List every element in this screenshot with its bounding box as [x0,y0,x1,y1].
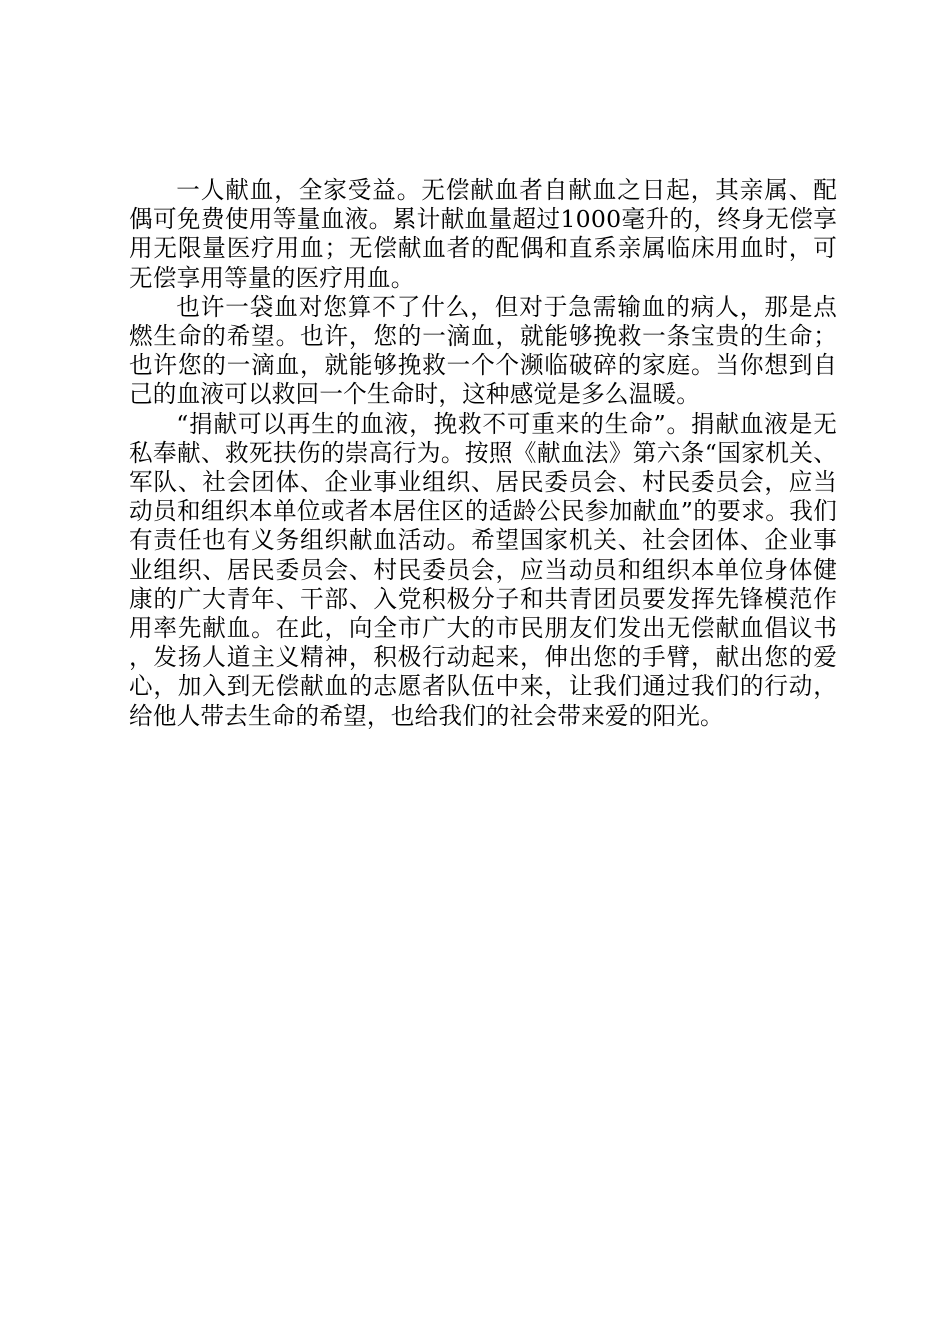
paragraph-3: “捐献可以再生的血液，挽救不可重来的生命”。捐献血液是无私奉献、救死扶伤的崇高行为。按照《献血法》第六条“国家机关、军队、社会团体、企业事业组织、居民委员会、村民委员会，应当动员和组织本单位或者本居住区的适龄公民参加献血”的要求。我们有责任也有义务组织献血活动。希望国家机关、社会团体、企业事业组织、居民委员会、村民委员会，应当动员和组织本单位身体健康的广大青年、干部、入党积极分子和共青团员要发挥先锋模范作用率先献血。在此，向全市广大的市民朋友们发出无偿献血倡议书，发扬人道主义精神，积极行动起来，伸出您的手臂，献出您的爱心，加入到无偿献血的志愿者队伍中来，让我们通过我们的行动，给他人带去生命的希望，也给我们的社会带来爱的阳光。 [129,409,837,730]
paragraph-1: 一人献血，全家受益。无偿献血者自献血之日起，其亲属、配偶可免费使用等量血液。累计献血量超过1000毫升的，终身无偿享用无限量医疗用血；无偿献血者的配偶和直系亲属临床用血时，可无偿享用等量的医疗用血。 [129,176,837,292]
paragraph-2: 也许一袋血对您算不了什么，但对于急需输血的病人，那是点燃生命的希望。也许，您的一滴血，就能够挽救一条宝贵的生命；也许您的一滴血，就能够挽救一个个濒临破碎的家庭。当你想到自己的血液可以救回一个生命时，这种感觉是多么温暖。 [129,292,837,409]
document-body [129,176,837,731]
